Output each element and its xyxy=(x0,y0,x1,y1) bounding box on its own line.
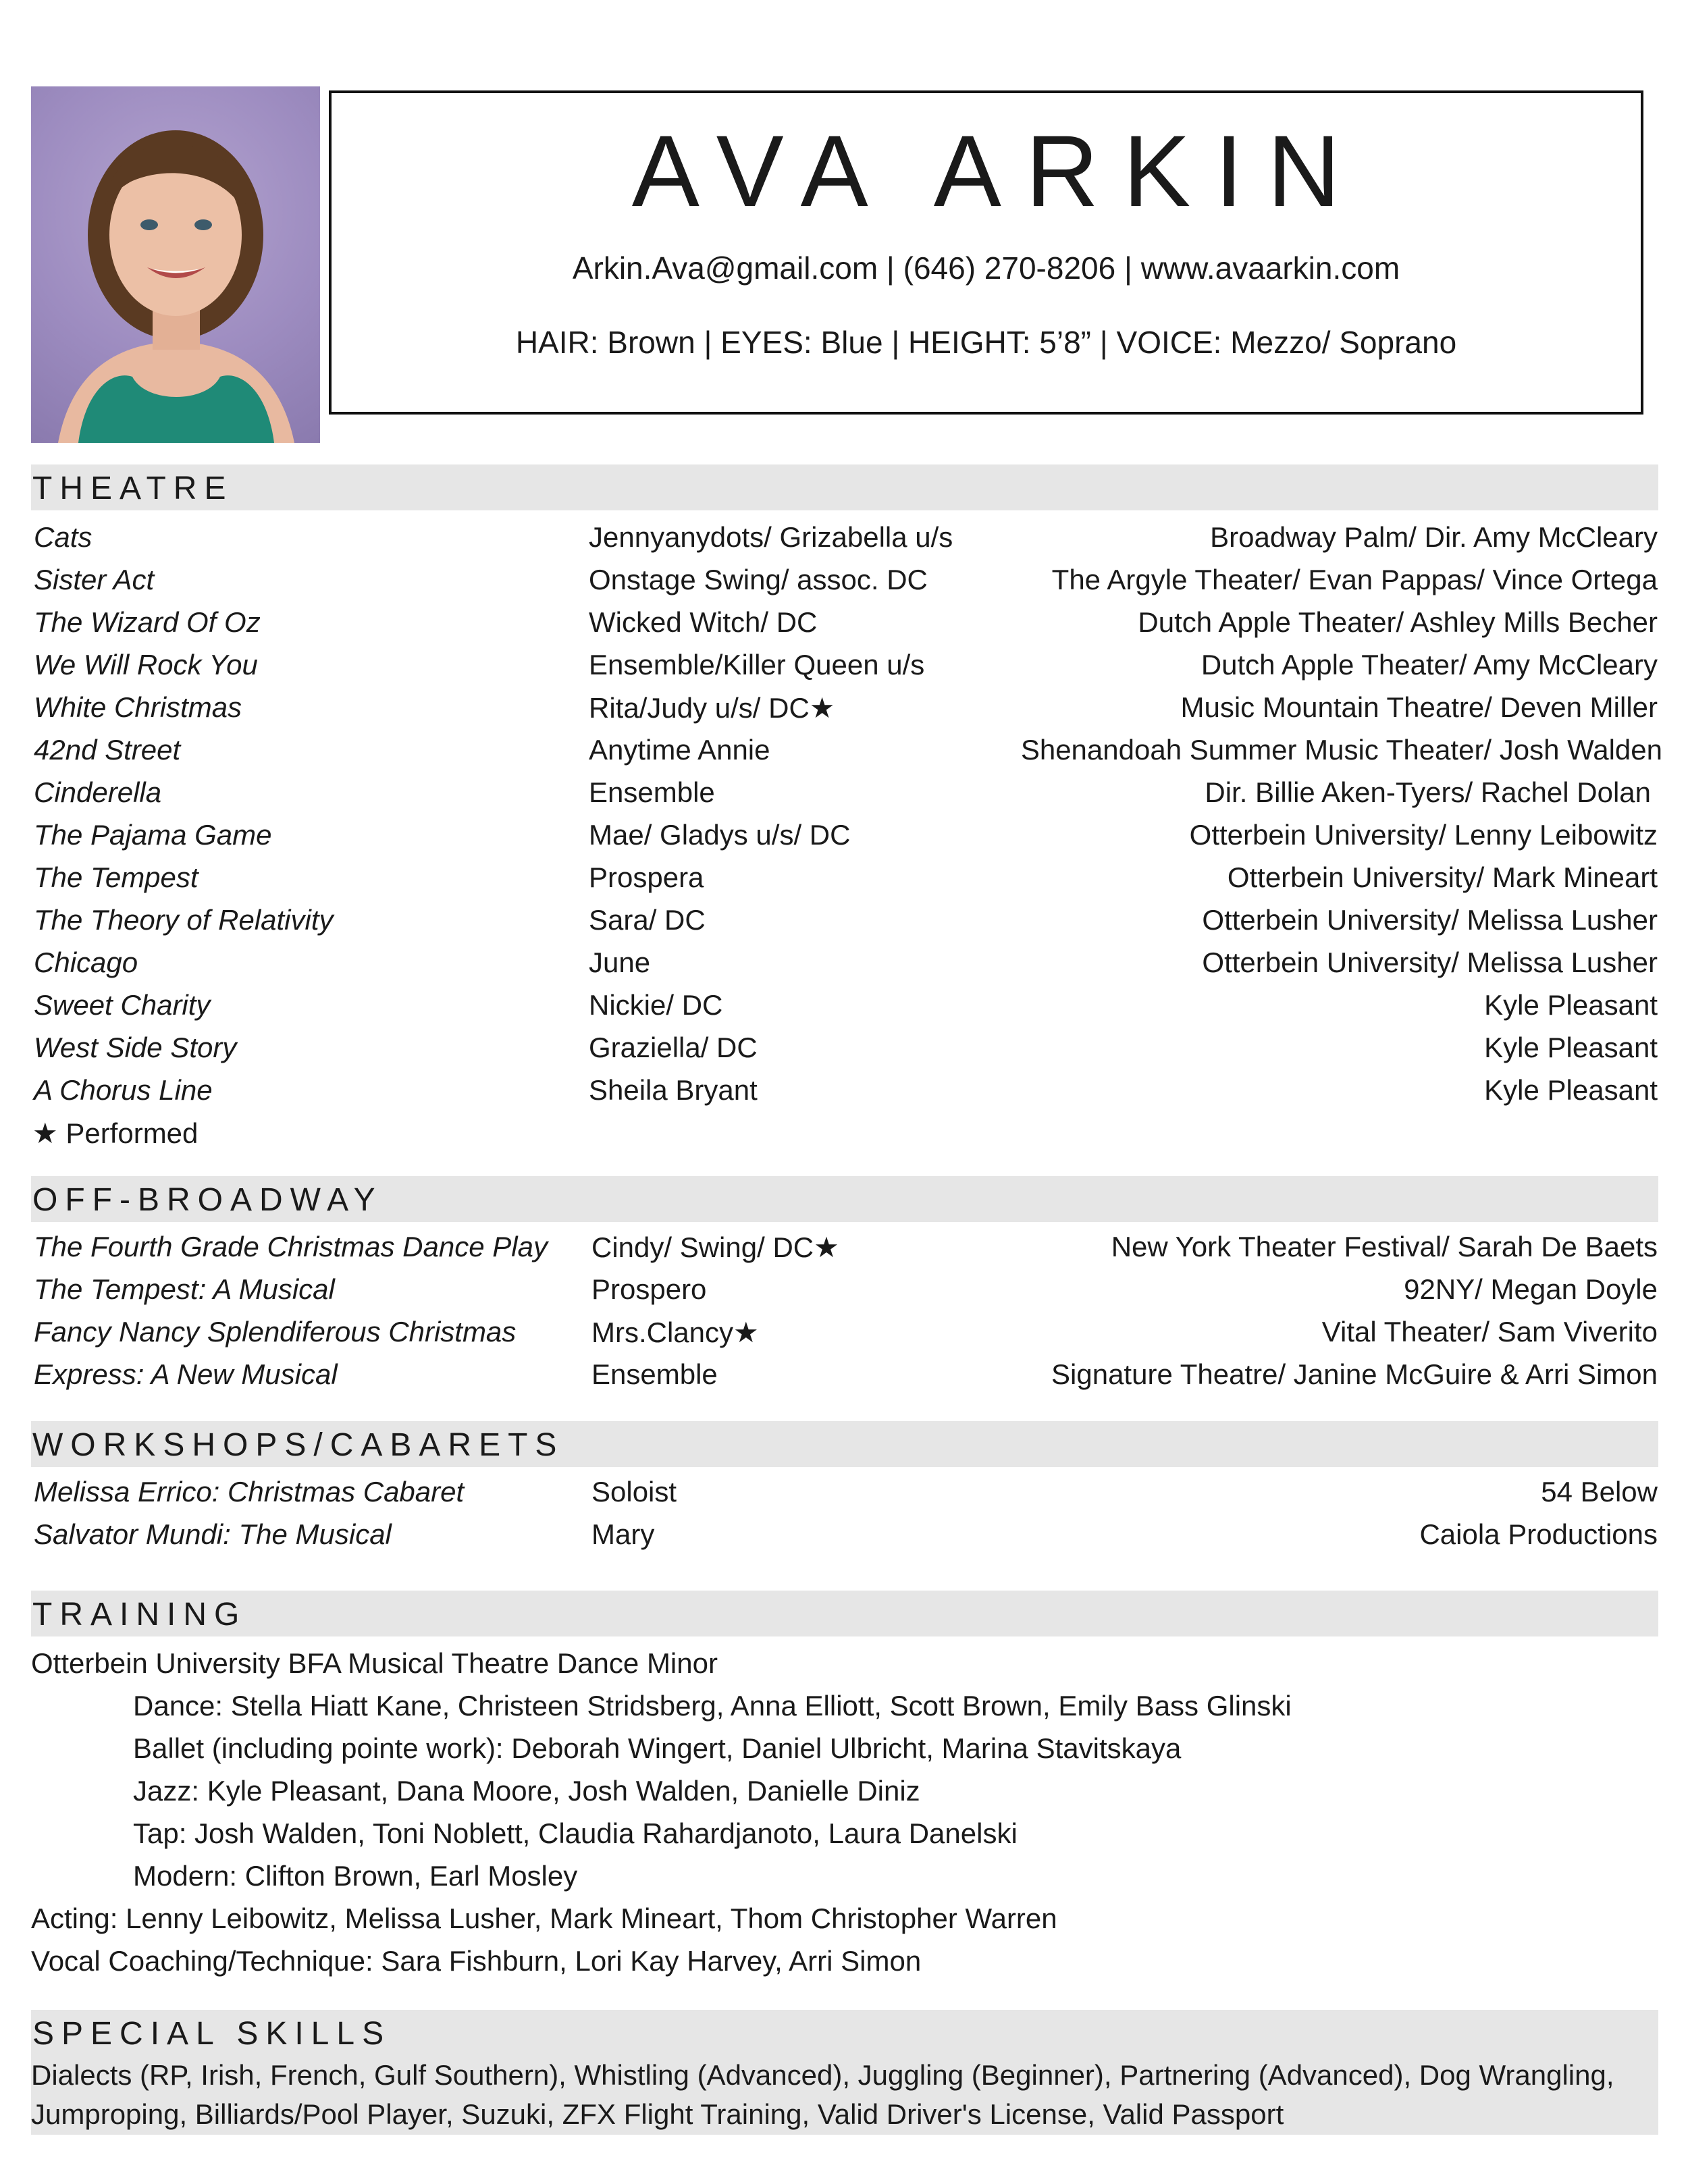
credit-row xyxy=(0,904,1688,946)
credit-row xyxy=(0,819,1688,861)
show-title: Melissa Errico: Christmas Cabaret xyxy=(34,1476,465,1508)
credit-row xyxy=(0,606,1688,648)
venue-director: Otterbein University/ Mark Mineart xyxy=(1227,861,1658,893)
venue-director: Kyle Pleasant xyxy=(1484,1032,1658,1063)
show-title: The Wizard Of Oz xyxy=(34,606,261,638)
section-title: OFF-BROADWAY xyxy=(32,1182,383,1218)
venue-director: Otterbein University/ Lenny Leibowitz xyxy=(1189,819,1658,851)
section-title: TRAINING xyxy=(32,1597,247,1632)
show-title: Cats xyxy=(34,521,93,553)
show-title: We Will Rock You xyxy=(34,649,258,681)
training-section-header xyxy=(31,1591,1658,1636)
role: Nickie/ DC xyxy=(589,989,723,1021)
headshot-illustration xyxy=(31,86,320,443)
credit-row xyxy=(0,691,1688,733)
credit-row xyxy=(0,1032,1688,1073)
training-ballet: Ballet (including pointe work): Deborah Wingert, Daniel Ulbricht, Marina Stavitskaya xyxy=(133,1732,1182,1764)
venue-director: Vital Theater/ Sam Viverito xyxy=(1321,1316,1658,1348)
section-title: WORKSHOPS/CABARETS xyxy=(32,1427,564,1463)
performed-note: ★ Performed xyxy=(32,1117,199,1149)
training-jazz: Jazz: Kyle Pleasant, Dana Moore, Josh Walden, Danielle Diniz xyxy=(133,1775,920,1807)
role: Onstage Swing/ assoc. DC xyxy=(589,564,928,595)
show-title: West Side Story xyxy=(34,1032,237,1063)
venue-director: The Argyle Theater/ Evan Pappas/ Vince Ortega xyxy=(1051,564,1658,595)
role: June xyxy=(589,947,651,978)
role: Ensemble xyxy=(589,776,715,808)
role: Anytime Annie xyxy=(589,734,770,766)
venue-director: Broadway Palm/ Dir. Amy McCleary xyxy=(1210,521,1658,553)
venue-director: Dutch Apple Theater/ Amy McCleary xyxy=(1201,649,1658,681)
show-title: The Theory of Relativity xyxy=(34,904,334,936)
skills-text xyxy=(31,2056,1652,2134)
workshops-section-header xyxy=(31,1421,1658,1467)
show-title: Sweet Charity xyxy=(34,989,211,1021)
role: Jennyanydots/ Grizabella u/s xyxy=(589,521,953,553)
credit-row xyxy=(0,1316,1688,1358)
training-school: Otterbein University BFA Musical Theatre Dance Minor xyxy=(31,1647,718,1679)
show-title: A Chorus Line xyxy=(34,1074,213,1106)
role: Graziella/ DC xyxy=(589,1032,758,1063)
training-modern: Modern: Clifton Brown, Earl Mosley xyxy=(133,1860,578,1892)
special-skills-section xyxy=(31,2010,1658,2135)
role: Soloist xyxy=(591,1476,677,1508)
venue-director: Otterbein University/ Melissa Lusher xyxy=(1202,947,1658,978)
show-title: The Tempest xyxy=(34,861,199,893)
performer-name: AVA ARKIN xyxy=(631,114,1365,228)
show-title: The Fourth Grade Christmas Dance Play xyxy=(34,1231,548,1262)
credit-row xyxy=(0,734,1688,776)
show-title: 42nd Street xyxy=(34,734,181,766)
show-title: Chicago xyxy=(34,947,138,978)
stats-line: HAIR: Brown | EYES: Blue | HEIGHT: 5’8” | VOICE: Mezzo/ Soprano xyxy=(515,325,1457,360)
venue-director: Kyle Pleasant xyxy=(1484,1074,1658,1106)
venue-director: 92NY/ Megan Doyle xyxy=(1404,1273,1658,1305)
show-title: Fancy Nancy Splendiferous Christmas xyxy=(34,1316,517,1348)
credit-row xyxy=(0,776,1688,818)
role: Mrs.Clancy★ xyxy=(591,1316,759,1348)
show-title: Salvator Mundi: The Musical xyxy=(34,1518,392,1550)
show-title: The Pajama Game xyxy=(34,819,272,851)
venue-director: New York Theater Festival/ Sarah De Baets xyxy=(1111,1231,1658,1262)
credit-row xyxy=(0,521,1688,563)
skills-line: Jumproping, Billiards/Pool Player, Suzuki, ZFX Flight Training, Valid Driver's License, Valid Passport xyxy=(31,2098,1284,2130)
theatre-section-header xyxy=(31,464,1658,510)
role: Rita/Judy u/s/ DC★ xyxy=(589,692,835,724)
contact-line[interactable]: Arkin.Ava@gmail.com | (646) 270-8206 | www.avaarkin.com xyxy=(572,250,1400,286)
venue-director: Dir. Billie Aken-Tyers/ Rachel Dolan xyxy=(1205,776,1651,808)
show-title: The Tempest: A Musical xyxy=(34,1273,335,1305)
credit-row xyxy=(0,989,1688,1031)
header-box xyxy=(329,90,1643,415)
show-title: Sister Act xyxy=(34,564,155,595)
credit-row xyxy=(0,649,1688,691)
venue-director: Signature Theatre/ Janine McGuire & Arri Simon xyxy=(1051,1358,1658,1390)
credit-row xyxy=(0,947,1688,988)
training-acting: Acting: Lenny Leibowitz, Melissa Lusher, Mark Mineart, Thom Christopher Warren xyxy=(31,1902,1057,1934)
credit-row xyxy=(0,564,1688,606)
venue-director: Otterbein University/ Melissa Lusher xyxy=(1202,904,1658,936)
section-title: THEATRE xyxy=(32,471,234,506)
role: Sara/ DC xyxy=(589,904,706,936)
role: Sheila Bryant xyxy=(589,1074,758,1106)
show-title: Cinderella xyxy=(34,776,162,808)
role: Mae/ Gladys u/s/ DC xyxy=(589,819,851,851)
training-dance: Dance: Stella Hiatt Kane, Christeen Stridsberg, Anna Elliott, Scott Brown, Emily Bass Glinski xyxy=(133,1690,1292,1722)
venue-director: Caiola Productions xyxy=(1419,1518,1658,1550)
credit-row xyxy=(0,1273,1688,1315)
credit-row xyxy=(0,1476,1688,1518)
show-title: Express: A New Musical xyxy=(34,1358,338,1390)
role: Prospera xyxy=(589,861,704,893)
role: Cindy/ Swing/ DC★ xyxy=(591,1231,839,1263)
training-tap: Tap: Josh Walden, Toni Noblett, Claudia Rahardjanoto, Laura Danelski xyxy=(133,1817,1018,1849)
role: Wicked Witch/ DC xyxy=(589,606,818,638)
credit-row xyxy=(0,1231,1688,1273)
credit-row xyxy=(0,1518,1688,1560)
venue-director: Music Mountain Theatre/ Deven Miller xyxy=(1180,691,1658,723)
credit-row xyxy=(0,1074,1688,1116)
credit-row xyxy=(0,1358,1688,1400)
role: Mary xyxy=(591,1518,655,1550)
venue-director: Shenandoah Summer Music Theater/ Josh Walden xyxy=(1020,734,1662,766)
off-broadway-section-header xyxy=(31,1176,1658,1222)
training-vocal: Vocal Coaching/Technique: Sara Fishburn, Lori Kay Harvey, Arri Simon xyxy=(31,1945,922,1977)
role: Ensemble xyxy=(591,1358,718,1390)
section-title: SPECIAL SKILLS xyxy=(32,2016,392,2052)
venue-director: Kyle Pleasant xyxy=(1484,989,1658,1021)
role: Prospero xyxy=(591,1273,707,1305)
show-title: White Christmas xyxy=(34,691,242,723)
skills-line: Dialects (RP, Irish, French, Gulf Southern), Whistling (Advanced), Juggling (Beginner), Partnering (Advanced), Dog Wrangling, xyxy=(31,2059,1614,2091)
venue-director: Dutch Apple Theater/ Ashley Mills Becher xyxy=(1138,606,1658,638)
credit-row xyxy=(0,861,1688,903)
headshot-photo xyxy=(31,86,320,443)
role: Ensemble/Killer Queen u/s xyxy=(589,649,925,681)
venue-director: 54 Below xyxy=(1541,1476,1658,1508)
